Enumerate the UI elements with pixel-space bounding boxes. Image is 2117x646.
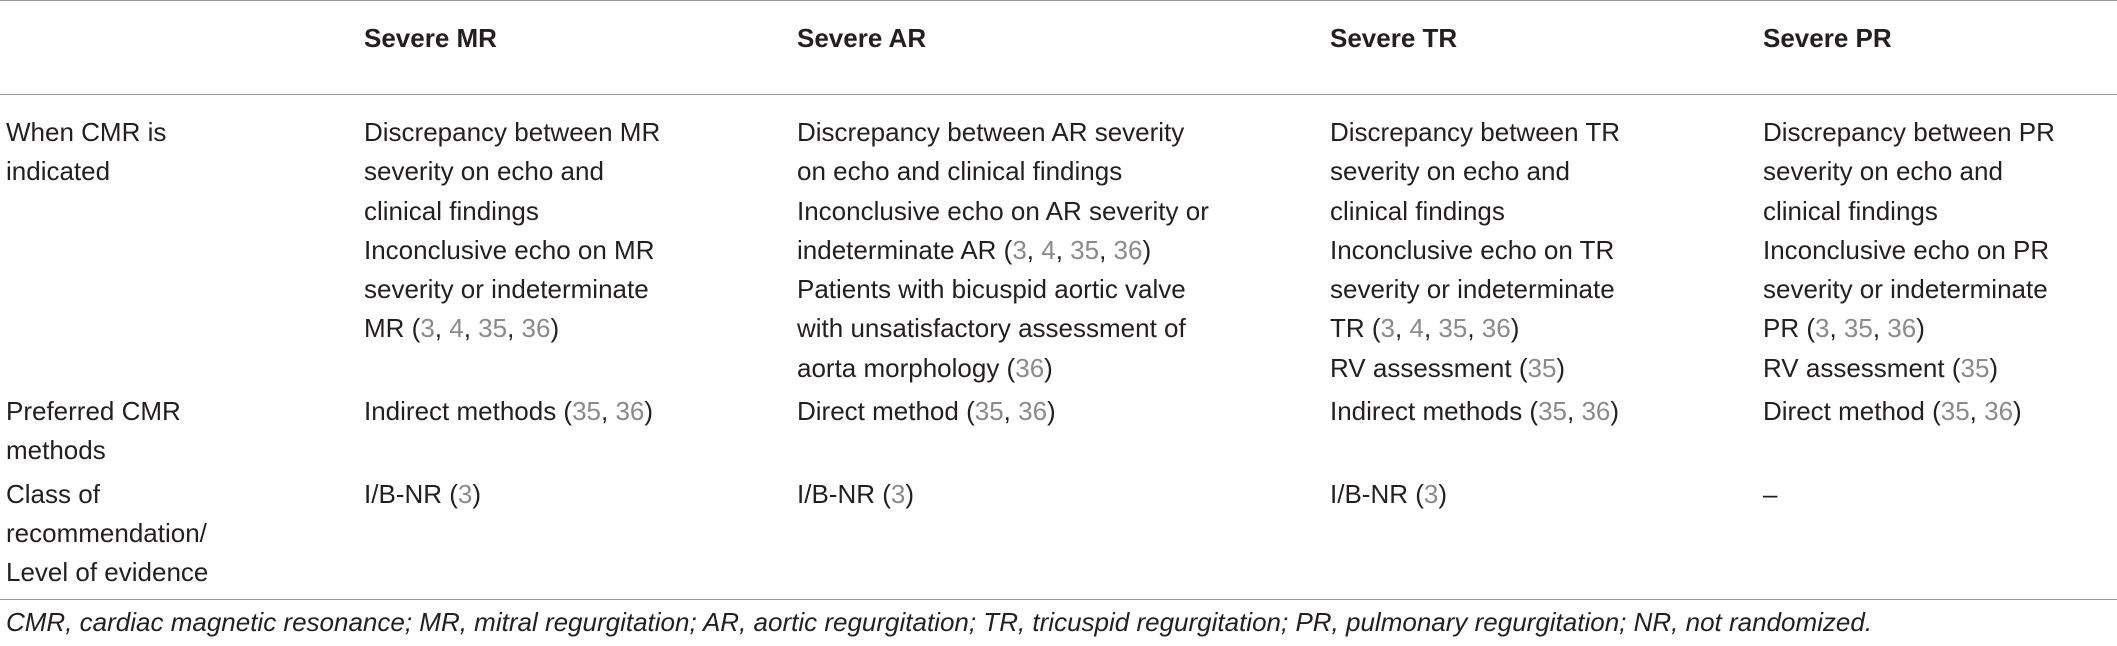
row-label-line: recommendation/: [6, 517, 207, 548]
cell-text-line: on echo and clinical findings: [797, 156, 1123, 187]
cell-text-line: Discrepancy between TR: [1330, 117, 1620, 147]
reference-link[interactable]: 35: [572, 396, 602, 427]
cell-text-line: Discrepancy between PR: [1763, 117, 2055, 147]
text-fragment: Direct method (: [1763, 396, 1941, 427]
reference-link[interactable]: 36: [1018, 396, 1048, 427]
text-fragment: I/B-NR (: [797, 478, 891, 509]
row-label-when-indicated: [0, 95, 358, 389]
text-fragment: ): [1989, 352, 1999, 383]
reference-link[interactable]: 35: [1438, 313, 1468, 344]
text-fragment: Direct method (: [797, 396, 975, 427]
text-fragment: ): [1438, 478, 1448, 509]
cell-text-line: with unsatisfactory assessment of: [797, 313, 1186, 344]
text-fragment: ): [1047, 396, 1056, 427]
reference-link[interactable]: 3: [1012, 234, 1027, 265]
text-fragment: I/B-NR (: [364, 478, 458, 509]
reference-link[interactable]: 36: [521, 313, 551, 344]
cell-text-line: Inconclusive echo on PR: [1763, 234, 2050, 265]
row-label-line: Level of evidence: [6, 557, 209, 588]
text-fragment: Indirect methods (: [1330, 396, 1539, 427]
reference-link[interactable]: 35: [1960, 352, 1990, 383]
reference-link[interactable]: 3: [1815, 313, 1830, 344]
text-fragment: ): [1916, 313, 1925, 344]
table-row-preferred-methods: [0, 388, 2117, 471]
cell-text-line-with-refs: [797, 349, 1318, 388]
cell-text-line-with-refs: TR (3, 4, 35, 36): [1330, 313, 1520, 344]
cell-methods-ar: [791, 388, 1324, 471]
header-severe-mr: Severe MR: [358, 1, 791, 95]
reference-link[interactable]: 4: [1041, 234, 1056, 265]
reference-link[interactable]: 3: [890, 478, 906, 509]
cell-text-line: Inconclusive echo on AR severity or: [797, 195, 1209, 226]
reference-link[interactable]: 3: [1380, 313, 1396, 344]
header-severe-ar: Severe AR: [791, 1, 1324, 95]
cell-indicated-pr: [1757, 95, 2117, 389]
text-fragment: RV assessment (: [1330, 352, 1528, 383]
text-fragment: ): [550, 313, 560, 344]
reference-link[interactable]: 35: [1843, 313, 1873, 344]
reference-link[interactable]: 35: [974, 396, 1004, 427]
text-fragment: indeterminate AR (: [797, 234, 1013, 265]
cell-text-line: severity on echo and: [1763, 156, 2003, 187]
header-severe-tr: Severe TR: [1324, 1, 1757, 95]
cell-class-pr: [1757, 471, 2117, 599]
row-label-line: When CMR is: [6, 117, 167, 147]
cell-methods-pr: [1757, 388, 2117, 471]
cell-class-ar: [791, 471, 1324, 599]
text-fragment: ): [905, 478, 915, 509]
row-label-preferred-methods: [0, 388, 358, 471]
cell-text-line: Inconclusive echo on TR: [1330, 234, 1615, 265]
reference-link[interactable]: 3: [457, 478, 473, 509]
cell-class-mr: [358, 471, 791, 599]
cell-text-line-with-refs: indeterminate AR (3, 4, 35, 36): [797, 234, 1152, 265]
text-fragment: ): [2013, 396, 2022, 427]
text-fragment: ): [1610, 396, 1620, 427]
text-fragment: ): [644, 396, 654, 427]
text-fragment: I/B-NR (: [1330, 478, 1424, 509]
cell-methods-mr: [358, 388, 791, 471]
reference-link[interactable]: 36: [1015, 352, 1045, 383]
cell-text-line: Patients with bicuspid aortic valve: [797, 274, 1186, 305]
reference-link[interactable]: 35: [1070, 234, 1100, 265]
cell-indicated-tr: [1324, 95, 1757, 389]
cell-text-line-with-refs: Indirect methods (35, 36): [1330, 396, 1620, 427]
table-row-when-indicated: [0, 95, 2117, 389]
reference-link[interactable]: 35: [1527, 352, 1557, 383]
cell-methods-tr: [1324, 388, 1757, 471]
text-fragment: aorta morphology (: [797, 352, 1016, 383]
row-label-line: methods: [6, 435, 106, 466]
cell-indicated-mr: [358, 95, 791, 389]
cell-text-line: clinical findings: [364, 195, 539, 226]
text-fragment: TR (: [1330, 313, 1381, 344]
reference-link[interactable]: 36: [615, 396, 645, 427]
cell-text-line-with-refs: MR (3, 4, 35, 36): [364, 313, 560, 344]
text-fragment: ): [1142, 234, 1152, 265]
cell-text-line-with-refs: [1330, 475, 1751, 514]
reference-link[interactable]: 36: [1113, 234, 1143, 265]
text-fragment: ): [1044, 352, 1053, 383]
cell-text-line: severity or indeterminate: [1763, 274, 2048, 305]
reference-link[interactable]: 35: [478, 313, 508, 344]
text-fragment: RV assessment (: [1763, 352, 1961, 383]
reference-link[interactable]: 36: [1581, 396, 1611, 427]
row-label-line: Preferred CMR: [6, 396, 181, 427]
header-row: [0, 1, 2117, 95]
row-label-line: Class of: [6, 478, 100, 509]
header-severe-pr: Severe PR: [1757, 1, 2117, 95]
cell-indicated-ar: [791, 95, 1324, 389]
text-fragment: PR (: [1763, 313, 1815, 344]
cell-text-line: severity on echo and: [1330, 156, 1570, 187]
reference-link[interactable]: 35: [1538, 396, 1568, 427]
cell-text-line-with-refs: Indirect methods (35, 36): [364, 396, 654, 427]
text-fragment: ): [472, 478, 482, 509]
cell-text-line: clinical findings: [1763, 195, 1938, 226]
cell-class-tr: [1324, 471, 1757, 599]
cell-text-line-with-refs: [1330, 349, 1751, 388]
cell-dash: –: [1763, 478, 1778, 509]
header-empty-cell: [0, 1, 358, 95]
table-row-class-of-recommendation: [0, 471, 2117, 599]
row-label-class-of-recommendation: [0, 471, 358, 599]
row-label-line: indicated: [6, 156, 111, 187]
reference-link[interactable]: 3: [1423, 478, 1439, 509]
text-fragment: ): [1510, 313, 1520, 344]
cell-text-line: severity or indeterminate: [1330, 274, 1615, 305]
reference-link[interactable]: 35: [1940, 396, 1970, 427]
cell-text-line-with-refs: [364, 475, 785, 514]
text-fragment: Indirect methods (: [364, 396, 573, 427]
cell-text-line-with-refs: Direct method (35, 36): [1763, 396, 2022, 427]
table-footnote: CMR, cardiac magnetic resonance; MR, mitral regurgitation; AR, aortic regurgitation; TR, tricuspid regurgitation; PR, pulmonary regurgitation; NR, not randomized.: [6, 607, 1873, 637]
cell-text-line: clinical findings: [1330, 195, 1505, 226]
cell-text-line: Discrepancy between MR: [364, 117, 661, 147]
reference-link[interactable]: 36: [1887, 313, 1917, 344]
cell-text-line: severity or indeterminate: [364, 274, 649, 305]
cell-text-line: Discrepancy between AR severity: [797, 117, 1185, 147]
cell-text-line: Inconclusive echo on MR: [364, 234, 655, 265]
text-fragment: ): [1556, 352, 1566, 383]
reference-link[interactable]: 4: [449, 313, 464, 344]
cell-text-line: severity on echo and: [364, 156, 604, 187]
cell-text-line-with-refs: Direct method (35, 36): [797, 396, 1056, 427]
text-fragment: MR (: [364, 313, 421, 344]
reference-link[interactable]: 36: [1984, 396, 2014, 427]
cell-text-line-with-refs: [1763, 349, 2111, 388]
reference-link[interactable]: 4: [1409, 313, 1424, 344]
reference-link[interactable]: 3: [420, 313, 435, 344]
reference-link[interactable]: 36: [1481, 313, 1511, 344]
cell-text-line-with-refs: [797, 475, 1318, 514]
cell-text-line-with-refs: PR (3, 35, 36): [1763, 313, 1925, 344]
